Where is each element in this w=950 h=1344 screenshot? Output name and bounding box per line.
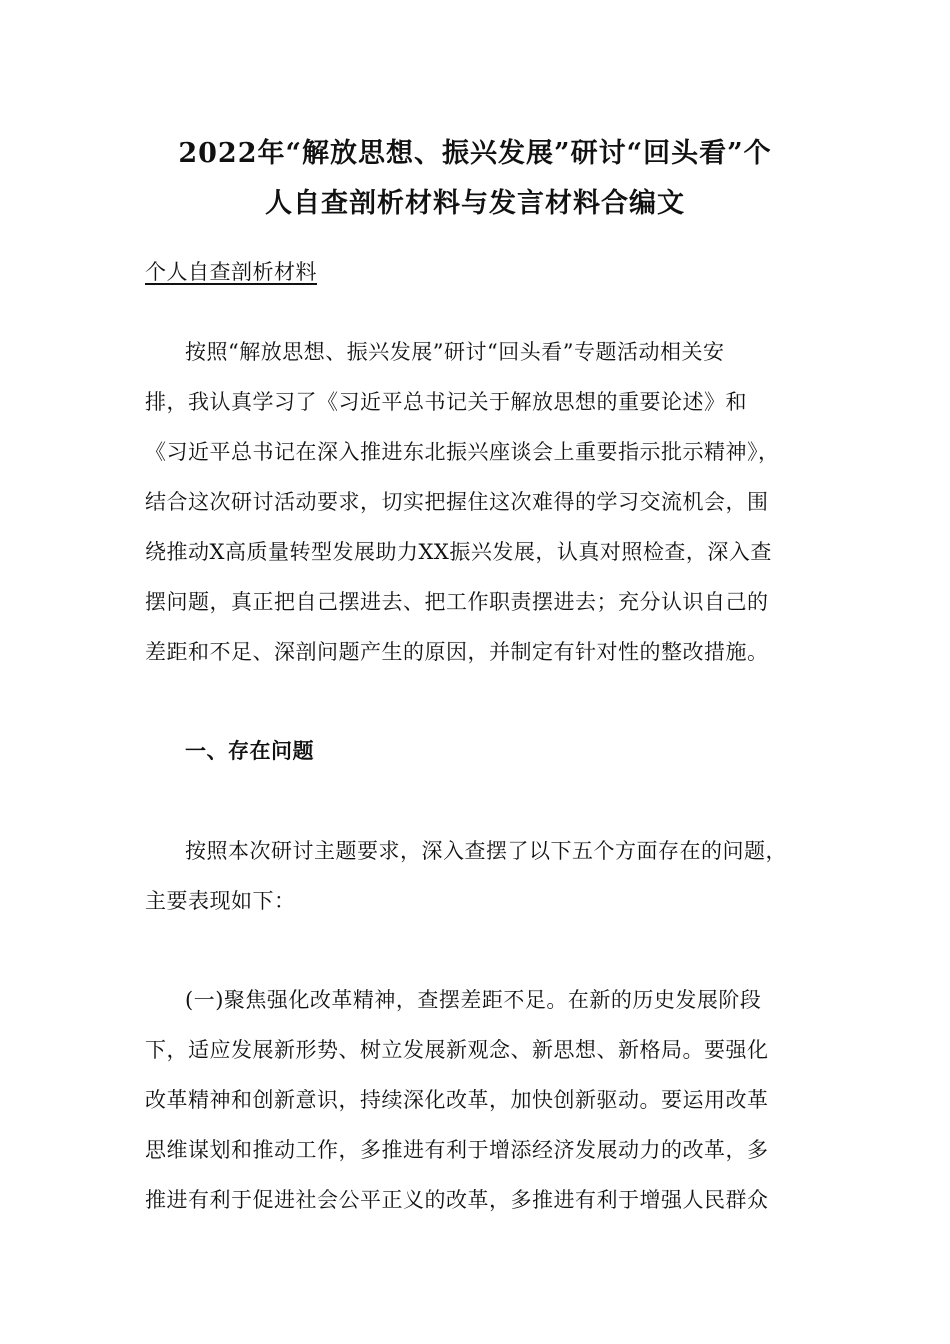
paragraph-1-line: 差距和不足、深剖问题产生的原因，并制定有针对性的整改措施。 bbox=[145, 640, 769, 664]
paragraph-1-line: 按照“解放思想、振兴发展”研讨“回头看”专题活动相关安 bbox=[185, 340, 725, 364]
paragraph-3-line: 思维谋划和推动工作，多推进有利于增添经济发展动力的改革，多 bbox=[145, 1138, 769, 1162]
paragraph-1-line: 结合这次研讨活动要求，切实把握住这次难得的学习交流机会，围 bbox=[145, 490, 769, 514]
document-title-line-1: 2022年“解放思想、振兴发展”研讨“回头看”个 bbox=[178, 138, 772, 169]
paragraph-1-line: 《习近平总书记在深入推进东北振兴座谈会上重要指示批示精神》， bbox=[145, 440, 780, 464]
paragraph-2-line: 主要表现如下： bbox=[145, 889, 296, 913]
document-title-line-2: 人自查剖析材料与发言材料合编文 bbox=[265, 188, 685, 219]
paragraph-3-line: 改革精神和创新意识，持续深化改革，加快创新驱动。要运用改革 bbox=[145, 1088, 769, 1112]
paragraph-3-line: 下，适应发展新形势、树立发展新观念、新思想、新格局。要强化 bbox=[145, 1038, 769, 1062]
subtitle-self-analysis: 个人自查剖析材料 bbox=[145, 260, 317, 284]
paragraph-3-line: 推进有利于促进社会公平正义的改革，多推进有利于增强人民群众 bbox=[145, 1188, 769, 1212]
section-1-heading: 一、存在问题 bbox=[185, 738, 314, 763]
paragraph-3-line: (一)聚焦强化改革精神，查摆差距不足。在新的历史发展阶段 bbox=[185, 988, 762, 1012]
paragraph-1-line: 绕推动X高质量转型发展助力XX振兴发展，认真对照检查，深入查 bbox=[145, 540, 772, 564]
paragraph-1-line: 摆问题，真正把自己摆进去、把工作职责摆进去；充分认识自己的 bbox=[145, 590, 769, 614]
paragraph-2-line: 按照本次研讨主题要求，深入查摆了以下五个方面存在的问题， bbox=[185, 839, 787, 863]
paragraph-1-line: 排，我认真学习了《习近平总书记关于解放思想的重要论述》和 bbox=[145, 390, 747, 414]
